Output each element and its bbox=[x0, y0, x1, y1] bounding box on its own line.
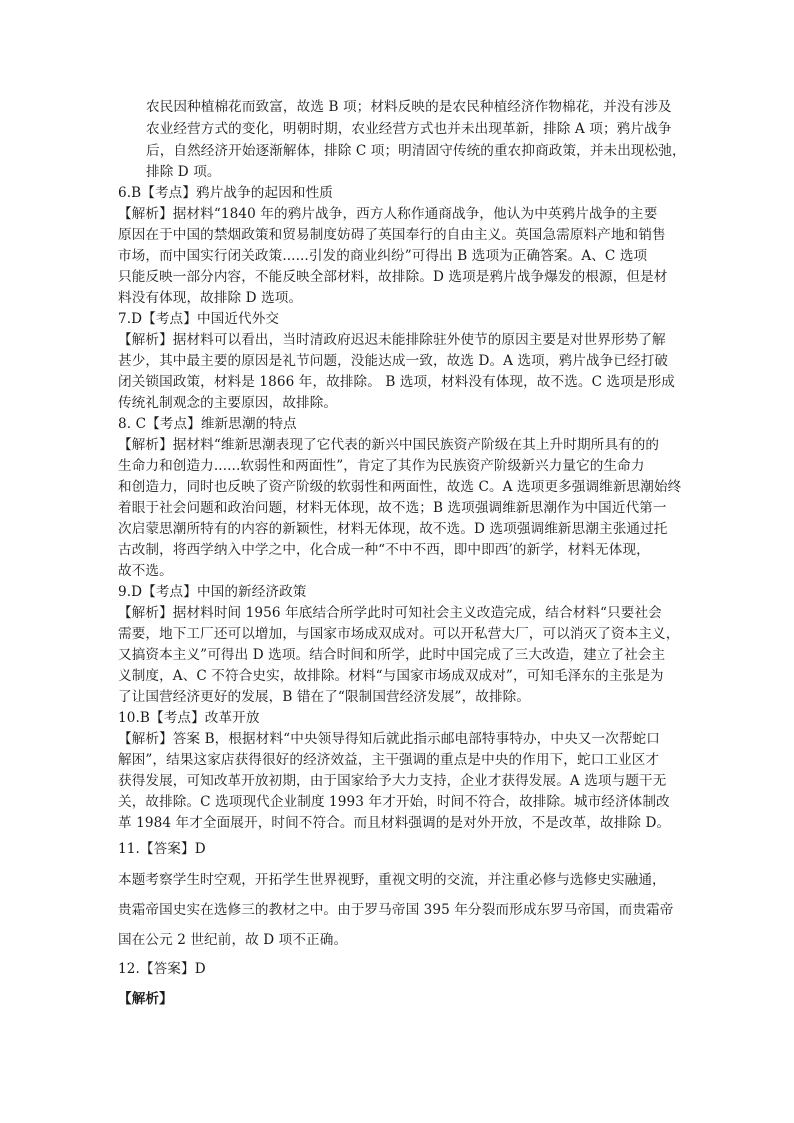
q9-analysis-line-3: 又搞资本主义”可得出 D 选项。结合时间和所学，此时中国完成了三大改造，建立了社会主 bbox=[118, 647, 666, 663]
q10-analysis-line-4: 关，故排除。C 选项现代企业制度 1993 年才开始，时间不符合，故排除。城市经济体制改 bbox=[118, 794, 670, 810]
q6-analysis-line-2: 原因在于中国的禁烟政策和贸易制度妨碍了英国奉行的自由主义。英国急需原料产地和销售 bbox=[118, 227, 666, 243]
q8-analysis-line-3: 和创造力，同时也反映了资产阶级的软弱性和两面性，故选 C。A 选项更多强调维新思潮始终 bbox=[118, 479, 682, 495]
q5-analysis-line-4: 排除 D 项。 bbox=[146, 164, 221, 180]
q8-analysis-line-6: 古改制，将西学纳入中学之中，化合成一种“不中不西，即中即西’的新学，材料无体现， bbox=[118, 542, 650, 558]
q10-analysis-line-5: 革 1984 年才全面展开，时间不符合。而且材料强调的是对外开放，不是改革，故排除 D。 bbox=[118, 815, 671, 831]
q6-analysis-line-3: 市场，而中国实行闭关政策......引发的商业纠纷”可得出 B 选项为正确答案。A、C 选项 bbox=[118, 248, 648, 264]
q11-answer-heading: 11.【答案】D bbox=[118, 841, 206, 857]
q6-analysis-line-4: 只能反映一部分内容，不能反映全部材料，故排除。D 选项是鸦片战争爆发的根源，但是材 bbox=[118, 269, 668, 285]
q11-explanation-line-1: 本题考察学生时空观，开拓学生世界视野，重视文明的交流，并注重必修与选修史实融通， bbox=[118, 872, 666, 888]
q10-analysis-line-3: 获得发展，可知改革开放初期，由于国家给予大力支持，企业才获得发展。A 选项与题干无 bbox=[118, 773, 667, 789]
q12-answer-heading: 12.【答案】D bbox=[118, 961, 206, 977]
q9-analysis-line-4: 义制度，A、C 不符合史实，故排除。材料“与国家市场成双成对”，可知毛泽东的主张是为 bbox=[118, 668, 664, 684]
q7-analysis-line-3: 闭关锁国政策，材料是 1866 年，故排除。 B 选项，材料没有体现，故不选。C 选项是形成 bbox=[118, 374, 675, 390]
q11-explanation-line-3: 国在公元 2 世纪前，故 D 项不正确。 bbox=[118, 932, 348, 948]
q9-analysis-line-1: 【解析】据材料时间 1956 年底结合所学此时可知社会主义改造完成，结合材料“只要社会 bbox=[118, 605, 662, 621]
q5-analysis-line-1: 农民因种植棉花而致富，故选 B 项；材料反映的是农民种植经济作物棉花，并没有涉及 bbox=[146, 99, 672, 115]
q6-heading: 6.B【考点】鸦片战争的起因和性质 bbox=[118, 185, 333, 201]
q8-analysis-line-1: 【解析】据材料“维新思潮表现了它代表的新兴中国民族资产阶级在其上升时期所具有的的 bbox=[118, 437, 660, 453]
q6-analysis-line-5: 料没有体现，故排除 D 选项。 bbox=[118, 290, 303, 306]
q11-explanation-line-2: 贵霜帝国史实在选修三的教材之中。由于罗马帝国 395 年分裂而形成东罗马帝国，而贵霜帝 bbox=[118, 902, 674, 918]
q7-heading: 7.D【考点】中国近代外交 bbox=[118, 311, 280, 327]
q8-heading: 8. C【考点】维新思潮的特点 bbox=[118, 416, 297, 432]
q9-analysis-line-5: 了让国营经济更好的发展，B 错在了“限制国营经济发展”，故排除。 bbox=[118, 689, 531, 705]
q8-analysis-line-2: 生命力和创造力......软弱性和两面性”，肯定了其作为民族资产阶级新兴力量它的生命力 bbox=[118, 458, 645, 474]
q10-analysis-line-2: 解困”，结果这家店获得很好的经济效益，主干强调的重点是中央的作用下，蛇口工业区才 bbox=[118, 752, 660, 768]
q10-analysis-line-1: 【解析】答案 B，根据材料“中央领导得知后就此指示邮电部特事特办，中央又一次帮蛇口 bbox=[118, 731, 660, 747]
q5-analysis-line-2: 农业经营方式的变化，明朝时期，农业经营方式也并未出现革新，排除 A 项；鸦片战争 bbox=[146, 121, 672, 137]
q8-analysis-line-4: 着眼于社会问题和政治问题，材料无体现，故不选；B 选项强调维新思潮作为中国近代第一 bbox=[118, 500, 667, 516]
q7-analysis-line-1: 【解析】据材料可以看出，当时清政府迟迟未能排除驻外使节的原因主要是对世界形势了解 bbox=[118, 332, 666, 348]
q8-analysis-line-5: 次启蒙思潮所特有的内容的新颖性，材料无体现，故不选。D 选项强调维新思潮主张通过托 bbox=[118, 521, 668, 537]
q5-analysis-line-3: 后，自然经济开始逐渐解体，排除 C 项；明清固守传统的重农抑商政策，并未出现松弛， bbox=[146, 143, 686, 159]
q6-analysis-line-1: 【解析】据材料“1840 年的鸦片战争，西方人称作通商战争，他认为中英鸦片战争的主要 bbox=[118, 206, 658, 222]
q10-heading: 10.B【考点】改革开放 bbox=[118, 710, 260, 726]
q7-analysis-line-4: 传统礼制观念的主要原因，故排除。 bbox=[118, 395, 338, 411]
q9-heading: 9.D【考点】中国的新经济政策 bbox=[118, 584, 307, 600]
q7-analysis-line-2: 甚少，其中最主要的原因是礼节问题，没能达成一致，故选 D。A 选项，鸦片战争已经打破 bbox=[118, 353, 669, 369]
q12-analysis-heading: 【解析】 bbox=[118, 991, 173, 1007]
q9-analysis-line-2: 需要，地下工厂还可以增加，与国家市场成双成对。可以开私营大厂，可以消灭了资本主义， bbox=[118, 626, 680, 642]
q8-analysis-line-7: 故不选。 bbox=[118, 563, 173, 579]
